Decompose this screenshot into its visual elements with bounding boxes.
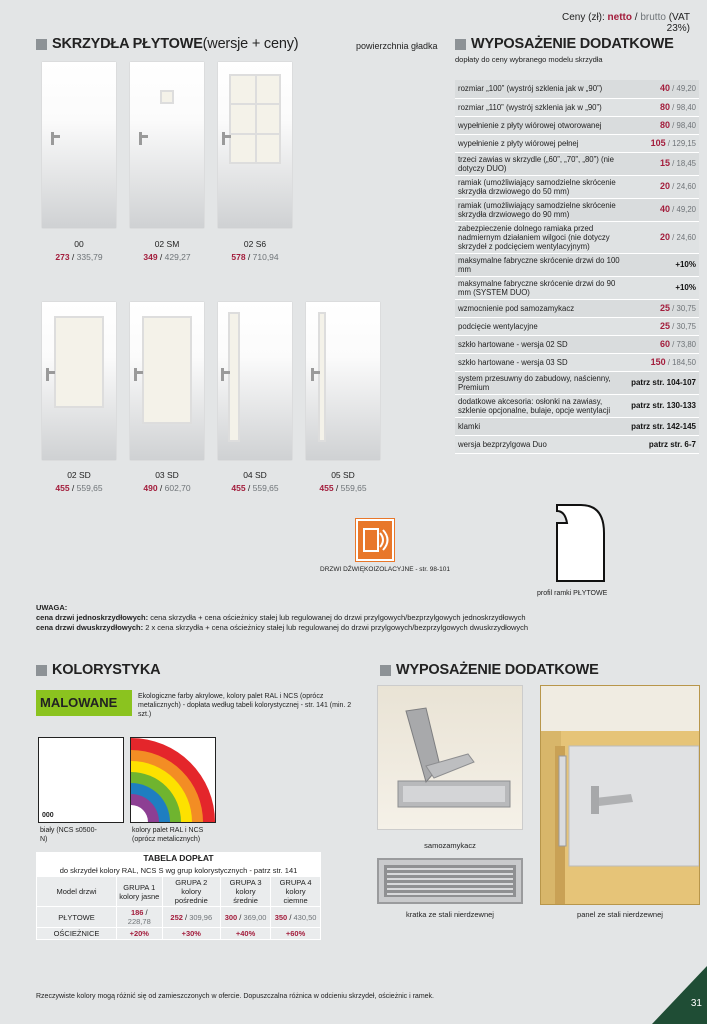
prices-header: Ceny (zł): netto / brutto (VAT 23%) [561,12,690,34]
option-brutto: 98,40 [676,120,696,130]
door-02sm-image [130,62,204,228]
option-price: 15 / 18,45 [628,152,699,175]
option-label: maksymalne fabryczne skrócenie drzwi do 90 mm (SYSTEM DUO) [455,276,628,299]
option-row [455,417,699,435]
acoustic-label: DRZWI DŹWIĘKOIZOLACYJNE - str. 98-101 [320,566,451,573]
option-row [455,335,699,353]
malowane-description: Ekologiczne farby akrylowe, kolory palet RAL i NCS (oprócz metalicznych) - dopłata według tabeli kolorystycznej - str. 141 (min. 2 szt.) [138,693,352,718]
option-label: szkło hartowane - wersja 03 SD [455,353,628,371]
option-row [455,317,699,335]
closer-label: samozamykacz [424,841,476,850]
option-brutto: 184,50 [672,357,696,367]
square-icon [380,665,391,676]
footer-note: Rzeczywiste kolory mogą różnić się od zamieszczonych w ofercie. Dopuszczalna różnica w odcieniu skrzydeł, ościeżnic i ramek. [36,993,434,1000]
option-label: rozmiar „100” (wystrój szklenia jak w „90”) [455,80,628,98]
option-brutto: 129,15 [672,138,696,148]
white-swatch: 000 [38,737,124,823]
option-netto: 80 [659,119,670,130]
option-price [628,371,699,394]
grille-label: kratka ze stali nierdzewnej [406,910,494,919]
door-label: 05 SD 455 / 559,65 [319,470,367,493]
option-row [455,371,699,394]
door-02s6-image [218,62,292,228]
option-row [455,276,699,299]
option-netto: 40 [659,83,670,94]
option-label: zabezpieczenie dolnego ramiaka przed nadmiernym działaniem wilgoci (nie dotyczy skrzydeł z podcięciem wentylacyjnym) [455,221,628,253]
door-label: 04 SD 455 / 559,65 [231,470,279,493]
grille-image [377,858,523,904]
door-04sd-image [218,302,292,460]
option-label: ramiak (umożliwiający samodzielne skrócenie skrzydła drzwiowego do 90 mm) [455,198,628,221]
ral-label: kolory palet RAL i NCS (oprócz metalicznych) [132,827,204,843]
square-icon [36,665,47,676]
option-label: dodatkowe akcesoria: osłonki na zawiasy, szklenie opcjonalne, bulaje, opcje wentylacji [455,394,628,417]
option-brutto: 49,20 [676,205,696,214]
option-price: 80 / 98,40 [628,98,699,116]
option-text: patrz str. 104-107 [631,378,696,387]
page-number: 31 [690,998,702,1009]
option-text: +10% [675,283,696,292]
option-row [455,134,699,152]
option-label: klamki [455,417,628,435]
door-00-image [42,62,116,228]
option-brutto: 98,40 [676,102,696,112]
option-netto: 150 [650,356,666,367]
option-row [455,198,699,221]
surface-label: powierzchnia gładka [356,41,438,51]
square-icon [455,39,466,50]
profile-label: profil ramki PŁYTOWE [537,590,608,597]
option-label: rozmiar „110” (wystrój szklenia jak w „90”) [455,98,628,116]
option-row [455,394,699,417]
option-netto: 80 [659,101,670,112]
door-label: 03 SD 490 / 602,70 [143,470,191,493]
option-price: 20 / 24,60 [628,221,699,253]
option-label: ramiak (umożliwiający samodzielne skrócenie skrzydła drzwiowego do 50 mm) [455,175,628,198]
option-row [455,80,699,98]
option-price: 150 / 184,50 [628,353,699,371]
option-netto: 15 [659,158,670,168]
option-label: podcięcie wentylacyjne [455,317,628,335]
option-netto: 20 [659,181,670,191]
option-row [455,299,699,317]
option-text: patrz str. 130-133 [631,401,696,410]
option-label: wypełnienie z płyty wiórowej pełnej [455,134,628,152]
white-label: biały (NCS s0500-N) [40,827,97,843]
option-row [455,175,699,198]
option-brutto: 73,80 [676,339,696,349]
option-label: maksymalne fabryczne skrócenie drzwi do 100 mm [455,253,628,276]
square-icon [36,39,47,50]
option-text: patrz str. 6-7 [648,439,696,449]
option-netto: 25 [659,302,670,313]
section-doors-header: SKRZYDŁA PŁYTOWE (wersje + ceny) [36,36,298,52]
option-text: patrz str. 142-145 [631,421,696,431]
frame-profile-icon [555,503,607,583]
malowane-badge: MALOWANE [36,690,132,716]
option-netto: 105 [650,137,666,148]
door-label: 02 S6 578 / 710,94 [231,239,279,262]
option-price: 105 / 129,15 [628,134,699,152]
section-equipment2-header: WYPOSAŻENIE DODATKOWE [380,662,599,678]
option-row [455,435,699,453]
option-netto: 25 [659,320,670,331]
option-row [455,353,699,371]
panel-label: panel ze stali nierdzewnej [577,910,663,919]
option-brutto: 24,60 [676,232,696,242]
option-netto: 20 [659,231,670,242]
option-brutto: 30,75 [676,303,696,313]
option-row [455,221,699,253]
page-corner [652,966,707,1024]
options-table [455,80,699,454]
option-price [628,435,699,453]
option-price [628,417,699,435]
option-brutto: 49,20 [676,84,696,94]
option-label: system przesuwny do zabudowy, naścienny, Premium [455,371,628,394]
door-closer-image [377,685,523,830]
door-label: 00 273 / 335,79 [55,239,103,262]
option-brutto: 30,75 [676,321,696,331]
option-row [455,152,699,175]
option-price: 60 / 73,80 [628,335,699,353]
option-label: wersja bezprzylgowa Duo [455,435,628,453]
panel-image [540,685,700,905]
option-row [455,116,699,134]
option-netto: 40 [659,204,670,214]
option-price: 25 / 30,75 [628,299,699,317]
ral-rainbow-swatch [130,737,216,823]
option-label: wypełnienie z płyty wiórowej otworowanej [455,116,628,134]
option-label: wzmocnienie pod samozamykacz [455,299,628,317]
option-price: 40 / 49,20 [628,198,699,221]
option-price [628,394,699,417]
section-colors-header: KOLORYSTYKA [36,662,160,678]
option-label: trzeci zawias w skrzydle („60”, „70”, „80”) (nie dotyczy DUO) [455,152,628,175]
surcharge-table: TABELA DOPŁAT do skrzydeł kolory RAL, NCS S wg grup kolorystycznych - patrz str. 141 Model drzwi GRUPA 1 kolory jasne GRUPA 2 kolory pośrednie GRUPA 3 kolory średnie GRUPA 4 kolory ciemne PŁYTOWE 186 / 228,78 252 / 309,96 300 / 369,00 350 / 430,50 OŚCIEŻNICE +20% +30% +40% +60% [36,852,321,940]
door-05sd-image [306,302,380,460]
option-text: +10% [675,260,696,269]
equipment-subtitle: dopłaty do ceny wybranego modelu skrzydła [455,55,603,64]
option-price [628,276,699,299]
option-brutto: 24,60 [676,182,696,191]
option-row [455,253,699,276]
option-price: 25 / 30,75 [628,317,699,335]
notes: UWAGA: cena drzwi jednoskrzydłowych: cena skrzydła + cena ościeżnicy stałej lub regulowanej do drzwi przylgowych/bezprzylgowych jednoskrzydłowych cena drzwi dwuskrzydłowych: 2 x cena skrzydła + cena ościeżnicy stałej lub regulowanej do drzwi przylgowych/bezprzylgowych dwuskrzydłowych [36,603,529,632]
section-equipment-header: WYPOSAŻENIE DODATKOWE [455,36,674,52]
option-label: szkło hartowane - wersja 02 SD [455,335,628,353]
door-label: 02 SM 349 / 429,27 [143,239,191,262]
door-label: 02 SD 455 / 559,65 [55,470,103,493]
option-price: 40 / 49,20 [628,80,699,98]
option-price: 80 / 98,40 [628,116,699,134]
option-price: 20 / 24,60 [628,175,699,198]
option-brutto: 18,45 [676,159,696,168]
door-02sd-image [42,302,116,460]
option-netto: 60 [659,338,670,349]
option-price [628,253,699,276]
door-03sd-image [130,302,204,460]
acoustic-icon [356,519,394,561]
option-row [455,98,699,116]
